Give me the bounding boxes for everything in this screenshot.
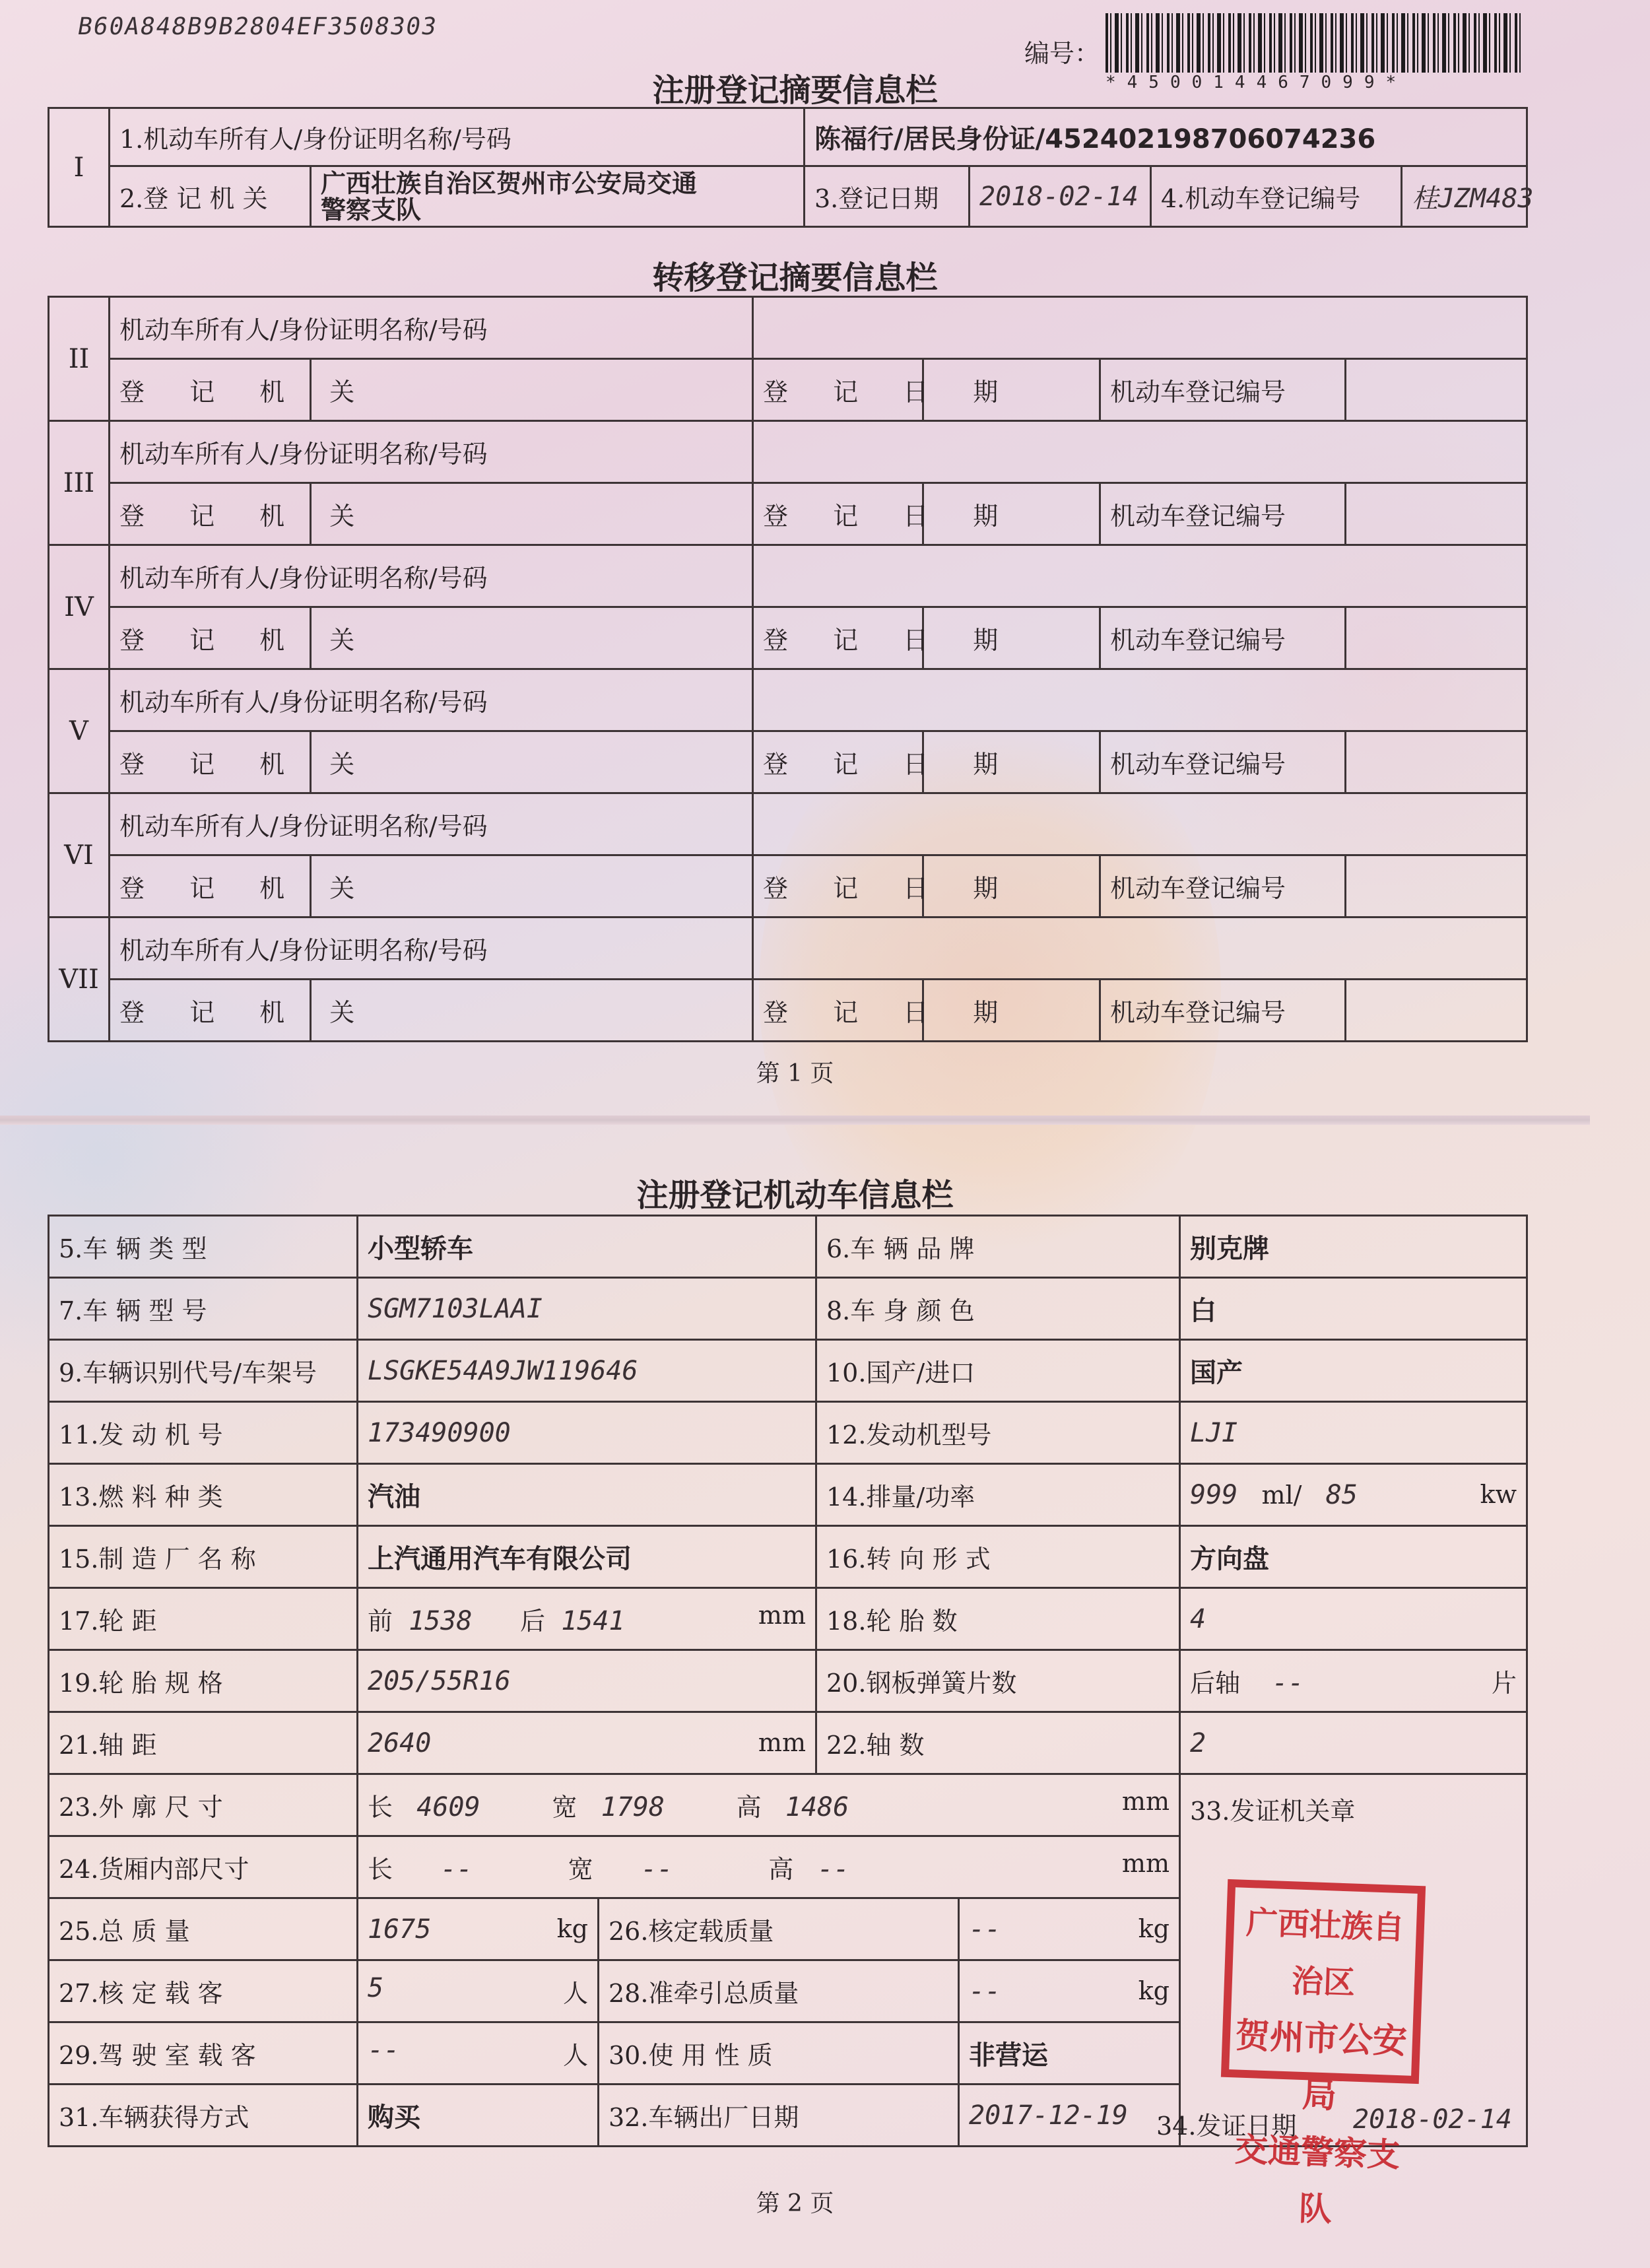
label-cargo-dims: 24.货厢内部尺寸 [49,1836,358,1898]
value-origin: 国产 [1180,1340,1527,1402]
label-model: 7.车 辆 型 号 [49,1278,358,1340]
transfer-row [49,297,1527,359]
transfer-roman: VI [49,793,110,917]
transfer-authority-label: 登 记 机 关 [110,855,311,917]
value-towing-mass: -- kg [959,1960,1180,2022]
owner-label: 1.机动车所有人/身份证明名称/号码 [110,108,805,166]
date-value: 2018-02-14 [970,166,1151,227]
label-tire-count: 18.轮 胎 数 [816,1588,1180,1650]
transfer-date-label: 登 记 日 期 [753,359,923,421]
barcode-label: 编号： [1024,39,1100,68]
transfer-owner-label: 机动车所有人/身份证明名称/号码 [110,669,753,731]
label-track: 17.轮 距 [49,1588,358,1650]
transfer-owner-value [753,297,1527,359]
vehicle-title: 注册登记机动车信息栏 [636,1177,954,1214]
label-seal: 33.发证机关章 [1190,1797,1356,1826]
transfer-authority-value [311,731,753,793]
label-manufacture-date: 32.车辆出厂日期 [599,2085,959,2147]
transfer-row [49,607,1527,669]
value-engine-model: LJI [1180,1402,1527,1464]
transfer-roman: V [49,669,110,793]
transfer-date-label: 登 记 日 期 [753,980,923,1042]
transfer-authority-value [311,855,753,917]
transfer-table [48,296,1528,1042]
page-fold [0,1116,1590,1125]
label-passengers: 27.核 定 载 客 [49,1960,358,2022]
transfer-roman: IV [49,545,110,669]
transfer-authority-value [311,483,753,545]
value-brand: 别克牌 [1180,1216,1527,1278]
transfer-authority-value [311,359,753,421]
value-tire-count: 4 [1180,1588,1527,1650]
value-axles: 2 [1180,1712,1527,1774]
label-usage: 30.使 用 性 质 [599,2022,959,2085]
value-engine-no: 173490900 [358,1402,816,1464]
label-dimensions: 23.外 廓 尺 寸 [49,1774,358,1836]
register-table [48,107,1534,228]
transfer-number-value [1346,359,1527,421]
value-acquisition: 购买 [358,2085,599,2147]
label-fuel: 13.燃 料 种 类 [49,1464,358,1526]
transfer-number-label: 机动车登记编号 [1100,855,1346,917]
value-track: 前 1538 后 1541 mm [358,1588,816,1650]
official-seal: 广西壮族自治区 贺州市公安局 交通警察支队 [1221,1879,1426,2084]
label-engine-model: 12.发动机型号 [816,1402,1180,1464]
barcode-digits: *450014467099* [1106,73,1408,92]
value-fuel: 汽油 [358,1464,816,1526]
transfer-row [49,483,1527,545]
transfer-row [49,731,1527,793]
transfer-number-value [1346,980,1527,1042]
label-springs: 20.钢板弹簧片数 [816,1650,1180,1712]
transfer-authority-value [311,980,753,1042]
authority-label: 2.登 记 机 关 [110,166,311,227]
value-cargo-dims: 长 -- 宽 -- 高 -- mm [358,1836,1180,1898]
value-passengers: 5 人 [358,1960,599,2022]
value-color: 白 [1180,1278,1527,1340]
row-roman: I [49,108,110,227]
value-manufacture-date: 2017-12-19 [959,2085,1180,2147]
transfer-title: 转移登记摘要信息栏 [652,259,938,296]
value-gross-mass: 1675 kg [358,1898,599,1960]
transfer-number-label: 机动车登记编号 [1100,980,1346,1042]
value-dimensions: 长 4609 宽 1798 高 1486 mm [358,1774,1180,1836]
transfer-row [49,421,1527,483]
value-issue-date: 2018-02-14 [1353,2104,1512,2135]
label-rated-load: 26.核定载质量 [599,1898,959,1960]
date-label: 3.登记日期 [805,166,970,227]
serial-number: B60A848B9B2804EF3508303 [75,13,440,40]
transfer-roman: II [49,297,110,421]
transfer-owner-label: 机动车所有人/身份证明名称/号码 [110,545,753,607]
number-value: 桂JZM483 [1402,166,1527,227]
transfer-row [49,545,1527,607]
transfer-owner-value [753,421,1527,483]
label-color: 8.车 身 颜 色 [816,1278,1180,1340]
transfer-number-value [1346,731,1527,793]
authority-value: 广西壮族自治区贺州市公安局交通 警察支队 [311,166,805,227]
label-issue-date: 34.发证日期 [1156,2112,1297,2141]
transfer-owner-label: 机动车所有人/身份证明名称/号码 [110,917,753,980]
number-label: 4.机动车登记编号 [1151,166,1402,227]
label-origin: 10.国产/进口 [816,1340,1180,1402]
transfer-number-label: 机动车登记编号 [1100,607,1346,669]
transfer-row [49,917,1527,980]
value-tire-spec: 205/55R16 [358,1650,816,1712]
transfer-number-value [1346,855,1527,917]
value-springs: 后轴 -- 片 [1180,1650,1527,1712]
label-vin: 9.车辆识别代号/车架号 [49,1340,358,1402]
transfer-number-value [1346,607,1527,669]
transfer-number-label: 机动车登记编号 [1100,483,1346,545]
transfer-row [49,855,1527,917]
transfer-row [49,793,1527,855]
transfer-authority-label: 登 记 机 关 [110,731,311,793]
transfer-owner-value [753,917,1527,980]
transfer-owner-value [753,669,1527,731]
label-axles: 22.轴 数 [816,1712,1180,1774]
transfer-number-value [1346,483,1527,545]
value-wheelbase: 2640 mm [358,1712,816,1774]
value-vin: LSGKE54A9JW119646 [358,1340,816,1402]
value-vehicle-type: 小型轿车 [358,1216,816,1278]
transfer-row [49,980,1527,1042]
label-brand: 6.车 辆 品 牌 [816,1216,1180,1278]
transfer-authority-label: 登 记 机 关 [110,980,311,1042]
label-towing-mass: 28.准牵引总质量 [599,1960,959,2022]
label-steering: 16.转 向 形 式 [816,1526,1180,1588]
label-vehicle-type: 5.车 辆 类 型 [49,1216,358,1278]
value-manufacturer: 上汽通用汽车有限公司 [358,1526,816,1588]
transfer-date-label: 登 记 日 期 [753,607,923,669]
value-cab-passengers: -- 人 [358,2022,599,2085]
value-rated-load: -- kg [959,1898,1180,1960]
transfer-roman: VII [49,917,110,1042]
transfer-authority-label: 登 记 机 关 [110,607,311,669]
value-usage: 非营运 [959,2022,1180,2085]
register-title: 注册登记摘要信息栏 [652,72,938,109]
transfer-owner-label: 机动车所有人/身份证明名称/号码 [110,793,753,855]
transfer-owner-value [753,545,1527,607]
transfer-owner-value [753,793,1527,855]
label-engine-no: 11.发 动 机 号 [49,1402,358,1464]
page-number: 第 1 页 [756,1060,834,1087]
owner-value: 陈福行/居民身份证/452402198706074236 [805,108,1527,166]
transfer-date-label: 登 记 日 期 [753,483,923,545]
label-gross-mass: 25.总 质 量 [49,1898,358,1960]
transfer-owner-label: 机动车所有人/身份证明名称/号码 [110,421,753,483]
label-wheelbase: 21.轴 距 [49,1712,358,1774]
transfer-authority-label: 登 记 机 关 [110,483,311,545]
label-manufacturer: 15.制 造 厂 名 称 [49,1526,358,1588]
value-displacement: 999 ml/ 85 kw [1180,1464,1527,1526]
label-tire-spec: 19.轮 胎 规 格 [49,1650,358,1712]
transfer-authority-label: 登 记 机 关 [110,359,311,421]
page-number: 第 2 页 [756,2190,834,2217]
transfer-roman: III [49,421,110,545]
barcode-icon [1106,13,1523,73]
transfer-authority-value [311,607,753,669]
transfer-number-label: 机动车登记编号 [1100,359,1346,421]
label-cab-passengers: 29.驾 驶 室 载 客 [49,2022,358,2085]
label-acquisition: 31.车辆获得方式 [49,2085,358,2147]
transfer-date-label: 登 记 日 期 [753,855,923,917]
label-displacement: 14.排量/功率 [816,1464,1180,1526]
transfer-number-label: 机动车登记编号 [1100,731,1346,793]
transfer-date-label: 登 记 日 期 [753,731,923,793]
value-model: SGM7103LAAI [358,1278,816,1340]
transfer-row [49,359,1527,421]
transfer-owner-label: 机动车所有人/身份证明名称/号码 [110,297,753,359]
value-steering: 方向盘 [1180,1526,1527,1588]
transfer-row [49,669,1527,731]
